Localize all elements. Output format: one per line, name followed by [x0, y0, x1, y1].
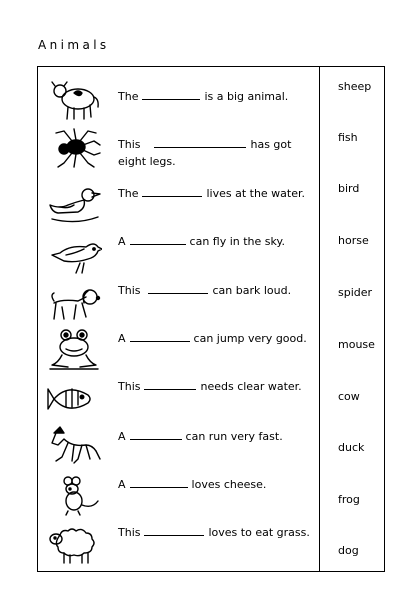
sheep-icon [46, 519, 102, 565]
word-bank-item: bird [338, 182, 360, 195]
word-bank-item: fish [338, 131, 358, 144]
answer-blank[interactable] [142, 89, 200, 100]
fish-icon [46, 375, 102, 421]
sentence-7: This needs clear water. [118, 380, 302, 393]
word-bank-item: sheep [338, 80, 372, 93]
sentence-1: The is a big animal. [118, 90, 289, 103]
sentence-5: This can bark loud. [118, 284, 292, 297]
mouse-icon [46, 471, 102, 517]
sentence-3: The lives at the water. [118, 187, 306, 200]
word-bank-item: horse [338, 234, 369, 247]
dog-icon [46, 281, 102, 327]
word-bank-item: frog [338, 493, 360, 506]
frog-icon [46, 327, 102, 373]
word-bank-item: spider [338, 286, 373, 299]
sentence-8: A can run very fast. [118, 430, 283, 443]
sentence-6: A can jump very good. [118, 332, 307, 345]
sentence-2: This has got eight legs. [118, 138, 292, 168]
cow-icon [46, 77, 102, 123]
word-bank-item: duck [338, 441, 365, 454]
horse-icon [46, 423, 102, 469]
sentence-9: A loves cheese. [118, 478, 267, 491]
duck-icon [46, 183, 102, 229]
answer-blank[interactable] [144, 379, 196, 390]
answer-blank[interactable] [130, 477, 188, 488]
worksheet-title: Animals [38, 38, 110, 52]
answer-blank[interactable] [130, 331, 190, 342]
answer-blank[interactable] [130, 429, 182, 440]
answer-blank[interactable] [154, 137, 246, 148]
spider-icon [46, 125, 102, 171]
worksheet-table [37, 66, 385, 572]
word-bank-item: cow [338, 390, 360, 403]
word-bank-item: dog [338, 544, 359, 557]
sentence-4: A can fly in the sky. [118, 235, 285, 248]
word-bank-item: mouse [338, 338, 375, 351]
answer-blank[interactable] [144, 525, 204, 536]
sentence-10: This loves to eat grass. [118, 526, 310, 539]
answer-blank[interactable] [142, 186, 202, 197]
bird-icon [46, 233, 102, 279]
column-divider [319, 67, 320, 571]
answer-blank[interactable] [130, 234, 186, 245]
answer-blank[interactable] [148, 283, 208, 294]
